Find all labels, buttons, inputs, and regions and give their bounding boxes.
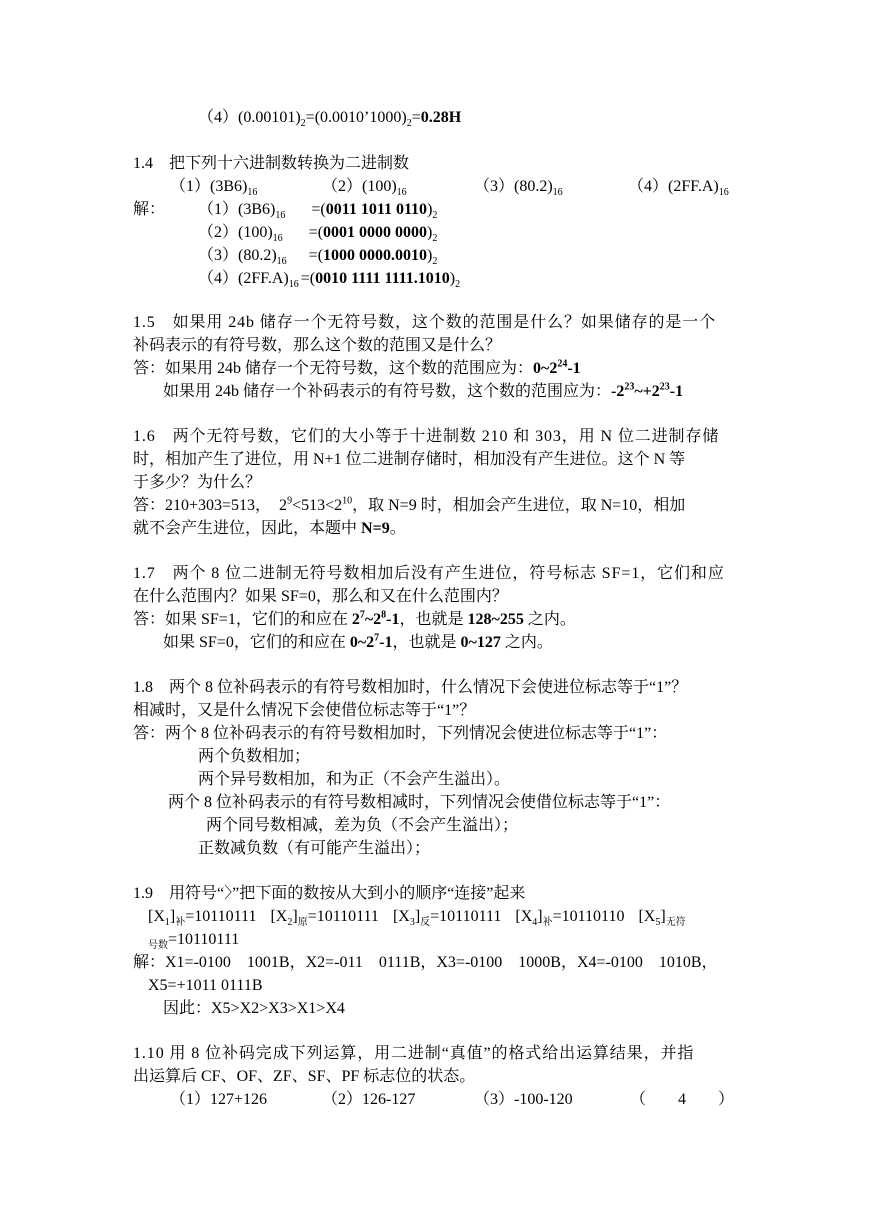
q14-answer-1: $(1)(3B6)_{16} =(0011$ 1011 $0110)_2$: [198, 201, 438, 222]
q110-question-line1: 1.10 用 8 位补码完成下列运算，用二进制“真值”的格式给出运算结果，并指: [133, 1045, 695, 1062]
q110-item-4: （ 4 ）: [630, 1091, 735, 1108]
q14-item-4: $(4)(2FF.A)_{16}$: [628, 178, 729, 199]
q17-question-line2: 在什么范围内？如果 SF=0，那么和又在什么范围内？: [133, 588, 508, 605]
q19-answer-line2: X5=+1011 0111B: [148, 977, 263, 994]
q19-answer-line1: 解：X1=-0100 1001B，X2=-011 0111B，X3=-0100 1000B，X4=-0100 1010B，: [133, 954, 718, 971]
q18-answer-line3: 两个异号数相加，和为正（不会产生溢出）。: [198, 771, 511, 788]
q18-answer-line5: 两个同号数相减，差为负（不会产生溢出）；: [206, 817, 519, 834]
q16-question-line2: 时，相加产生了进位，用 N+1 位二进制存储时，相加没有产生进位。这个 N 等: [133, 451, 686, 468]
q110-question-line2: 出运算后 CF、OF、ZF、SF、PF 标志位的状态。: [133, 1068, 476, 1085]
q14-item-2: $(2)(100)_{16}$: [322, 178, 407, 199]
q110-item-1: （1）127+126: [170, 1091, 268, 1108]
q15-question-line2: 补码表示的有符号数，那么这个数的范围又是什么？: [133, 337, 502, 354]
q110-item-2: （2）126-127: [322, 1091, 416, 1108]
q18-answer-line1: 答：两个 8 位补码表示的有符号数相加时，下列情况会使进位标志等于“1”：: [133, 725, 668, 742]
q19-values-line2: $_{号数}$=10110111: [148, 931, 240, 952]
q13-item4: $(4)(0.00101)_2=(0.0010’1000)_2=0.28H$: [198, 109, 462, 130]
q14-item-1: $(1)(3B6)_{16}$: [170, 178, 258, 199]
q17-question-line1: 1.7 两个 8 位二进制无符号数相加后没有产生进位，符号标志 SF=1，它们和应: [133, 565, 725, 582]
q14-answer-2: $(2)(100)_{16} =(0001$ 0000 $0000)_2$: [198, 224, 438, 245]
q16-question-line3: 于多少？为什么？: [133, 474, 262, 491]
q18-question-line1: 1.8 两个 8 位补码表示的有符号数相加时，什么情况下会使进位标志等于“1”？: [133, 679, 688, 696]
q15-answer-line2: 如果用 24b 储存一个补码表示的有符号数，这个数的范围应为：$-2^{23}\sim+2^{23}-1$: [163, 381, 684, 400]
q18-answer-line2: 两个负数相加；: [198, 748, 311, 765]
q17-answer-line1: 答：如果 SF=1，它们的和应在 $2^7\sim 2^8-1$，也就是 128~255 之内。: [133, 609, 576, 628]
q14-question: 1.4 把下列十六进制数转换为二进制数: [133, 155, 410, 172]
q19-question: 1.9 用符号“〉”把下面的数按从大到小的顺序“连接”起来: [133, 885, 526, 902]
q19-values-line1: $[X_1]_补=10110111$ $[X_2]_原=10110111$ $[X_3]_反=10110111$ $[X_4]_补=10110110$ $[X_5]_{无符}$: [148, 908, 686, 929]
q16-answer-line2: 就不会产生进位，因此，本题中 N=9。: [133, 520, 406, 537]
q14-item-3: $(3)(80.2)_{16}$: [474, 178, 563, 199]
q18-answer-line4: 两个 8 位补码表示的有符号数相减时，下列情况会使借位标志等于“1”：: [168, 794, 671, 811]
q14-answer-label: 解：: [133, 201, 166, 218]
q16-answer-line1: 答：210+303=513， $2^9<513<2^{10}$，取 N=9 时，相加会产生进位，取 N=10，相加: [133, 495, 686, 514]
q14-answer-4: $(4)(2FF.A)_{16} =(0010$ 1111 $1111.1010)_2$: [198, 270, 461, 291]
q14-answer-3: $(3)(80.2)_{16} =(1000$ $0000.0010)_2$: [198, 247, 438, 268]
q17-answer-line2: 如果 SF=0，它们的和应在 $0\sim 2^7-1$，也就是 0~127 之内。: [163, 632, 553, 651]
q110-item-3: （3）-100-120: [474, 1091, 573, 1108]
q19-answer-line3: 因此：X5>X2>X3>X1>X4: [163, 1000, 345, 1017]
q18-question-line2: 相减时，又是什么情况下会使借位标志等于“1”？: [133, 702, 476, 719]
q16-question-line1: 1.6 两个无符号数，它们的大小等于十进制数 210 和 303，用 N 位二进制存储: [133, 428, 720, 445]
q15-question-line1: 1.5 如果用 24b 储存一个无符号数，这个数的范围是什么？如果储存的是一个: [133, 314, 717, 331]
q15-answer-line1: 答：如果用 24b 储存一个无符号数，这个数的范围应为：$0\sim 2^{24}-1$: [133, 358, 581, 377]
q18-answer-line6: 正数减负数（有可能产生溢出）；: [198, 840, 431, 857]
